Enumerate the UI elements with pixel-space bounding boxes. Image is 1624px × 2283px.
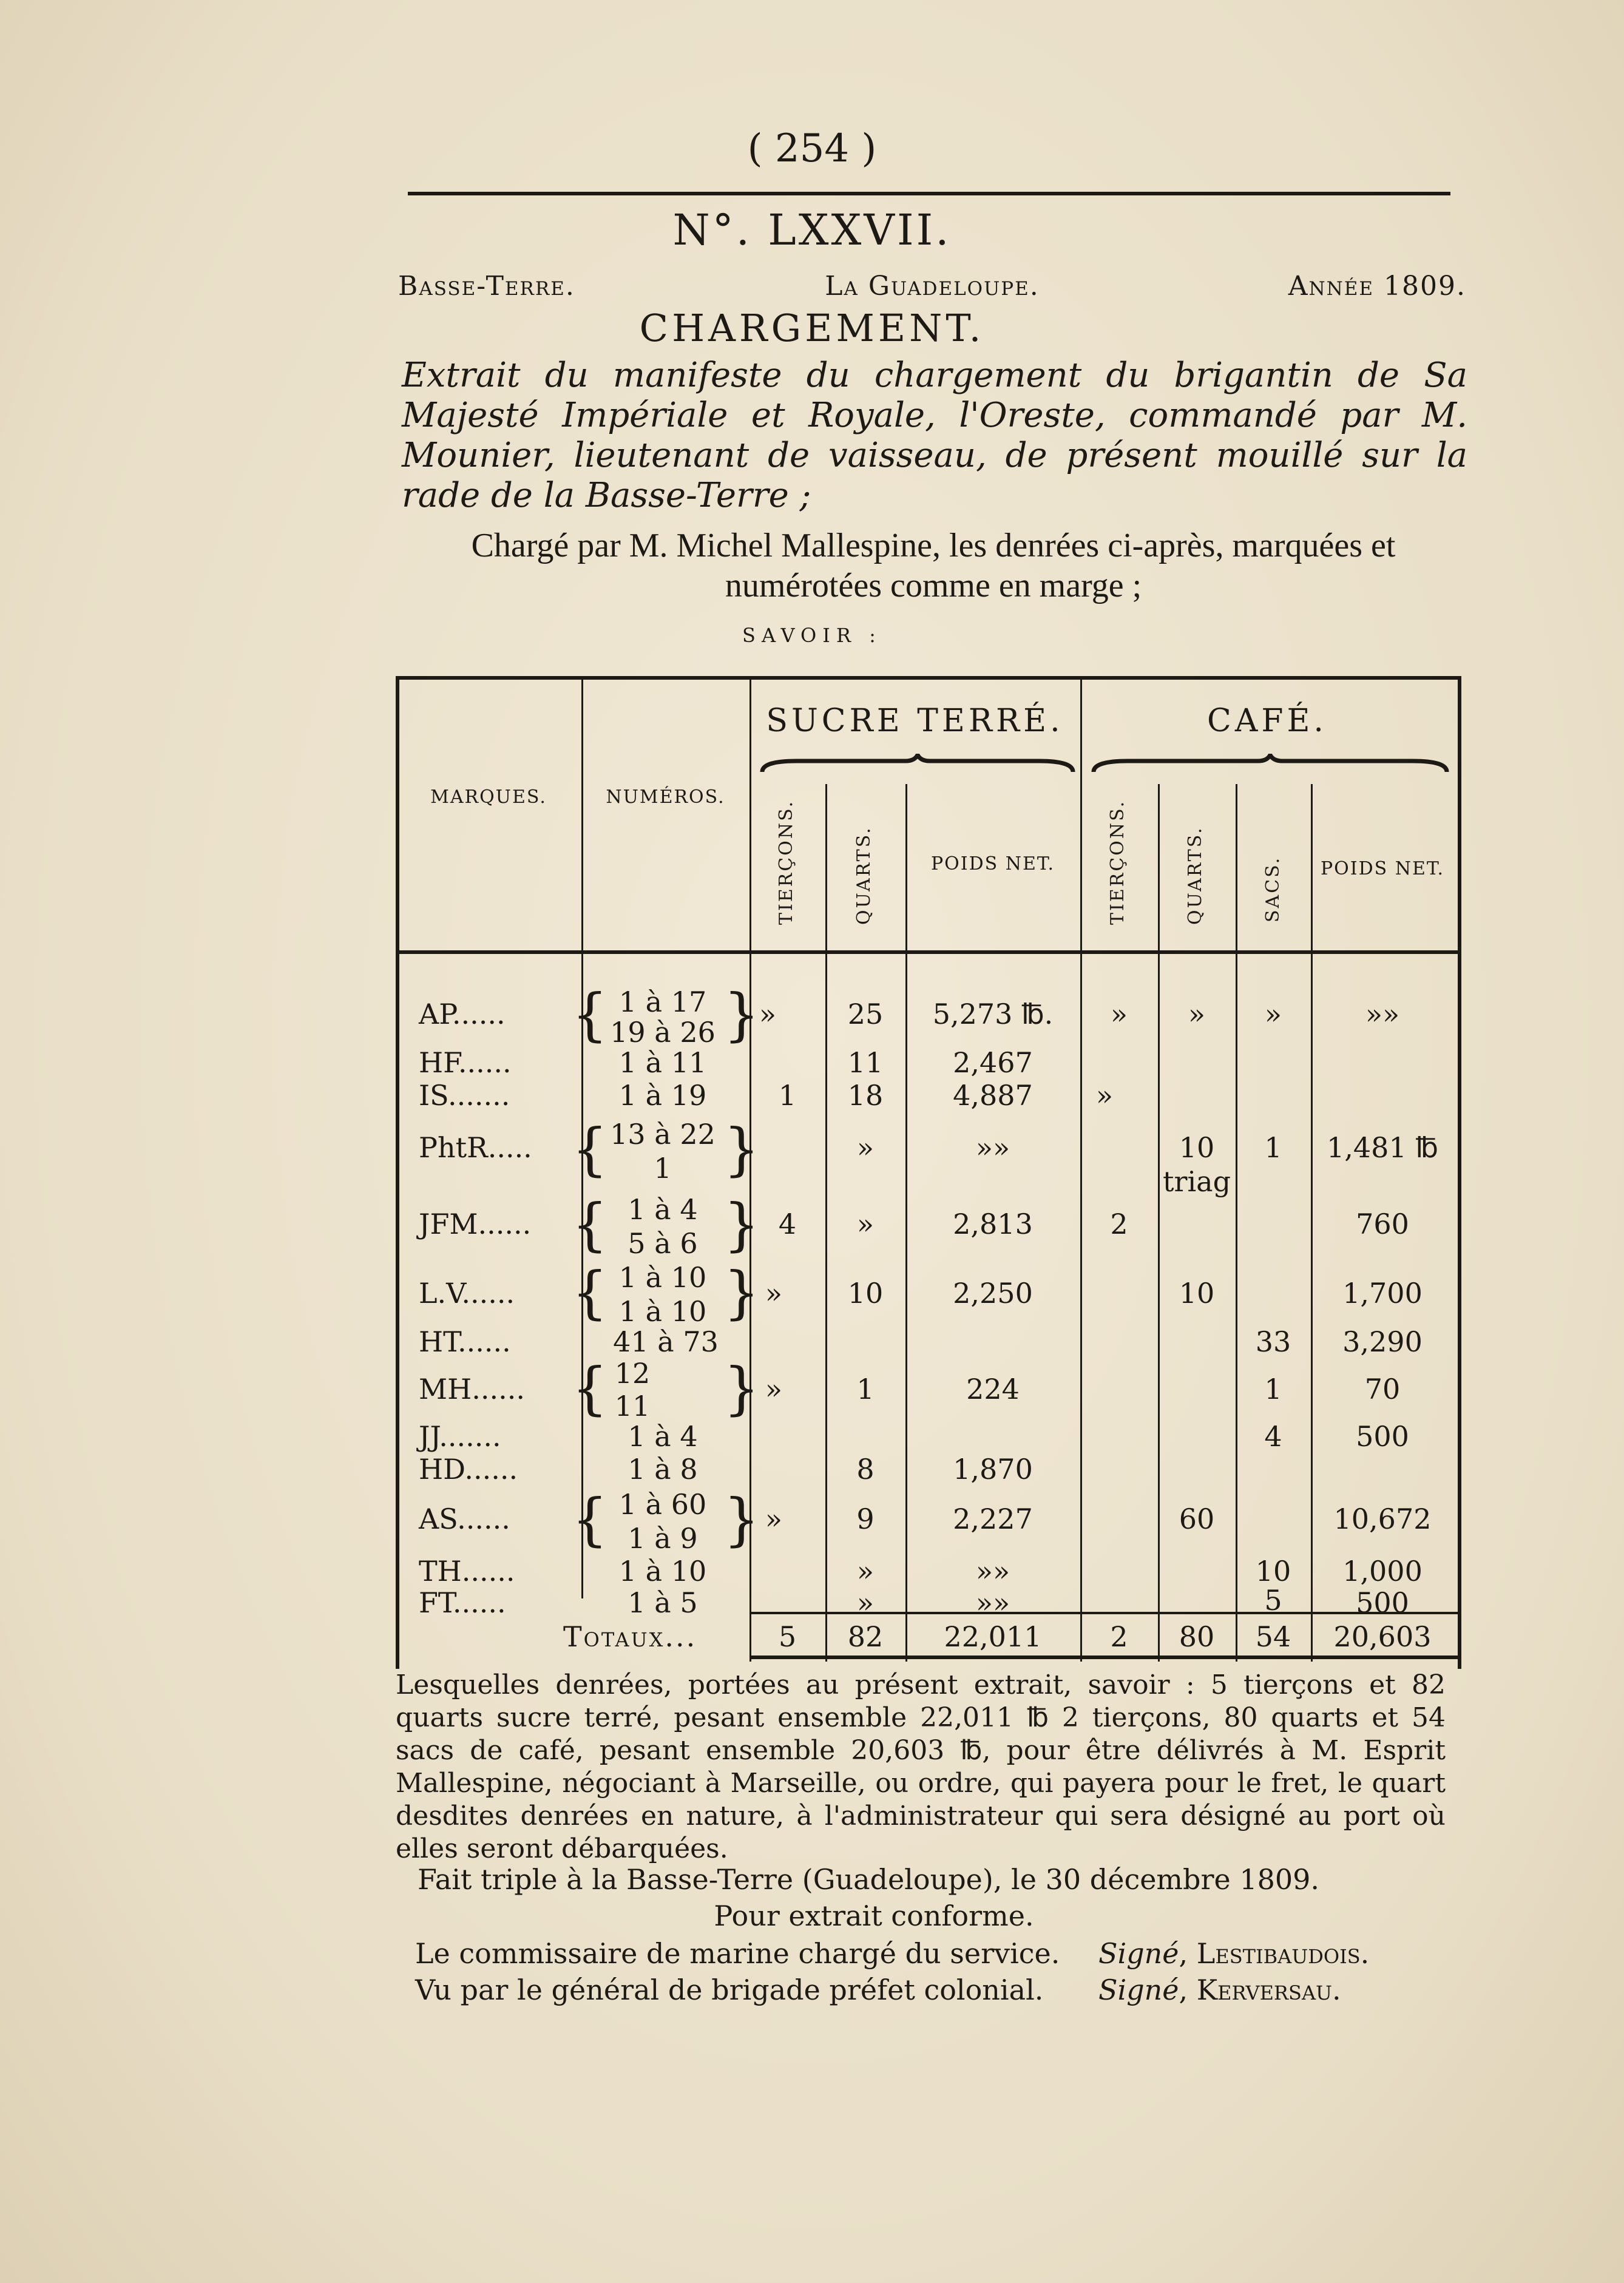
cell-cp: 1,481 ℔ bbox=[1327, 1131, 1438, 1164]
cell-cp: 70 bbox=[1364, 1373, 1401, 1405]
cell-cp: 500 bbox=[1356, 1586, 1409, 1619]
sig1-signe: Signé bbox=[1098, 1937, 1179, 1970]
row-num: 1 à 5 bbox=[628, 1586, 698, 1619]
row-num: 12 bbox=[614, 1357, 651, 1390]
cell-sq: 1 bbox=[856, 1373, 875, 1405]
brace-left: { bbox=[572, 1260, 608, 1326]
cell-sp: »» bbox=[975, 1555, 1010, 1588]
cell-sq: 8 bbox=[856, 1453, 875, 1486]
cargo-table bbox=[396, 676, 1454, 1664]
brace-right: } bbox=[723, 1487, 760, 1553]
charge-paragraph: Chargé par M. Michel Mallespine, les denrées ci-après, marquées et numérotées comme en marge ; bbox=[471, 527, 1396, 604]
row-num: 1 à 10 bbox=[618, 1555, 707, 1588]
place-left: Basse-Terre. bbox=[398, 271, 575, 302]
row-mark: TH...... bbox=[419, 1555, 515, 1588]
row-mark: L.V...... bbox=[419, 1277, 515, 1310]
row-mark: PhtR..... bbox=[419, 1131, 532, 1164]
cell-st: » bbox=[765, 1277, 783, 1310]
savoir-label: SAVOIR : bbox=[742, 624, 882, 647]
cafe-brace-svg bbox=[1091, 754, 1449, 778]
sig1-left: Le commissaire de marine chargé du service. bbox=[415, 1937, 1060, 1970]
cell-sq: 9 bbox=[856, 1503, 875, 1535]
cell-sq: » bbox=[856, 1208, 875, 1240]
row-num: 1 à 60 bbox=[618, 1488, 707, 1521]
cell-cs: » bbox=[1264, 998, 1282, 1030]
cell-sp: »» bbox=[975, 1131, 1010, 1164]
cell-st: 1 bbox=[778, 1079, 797, 1112]
total-sp: 22,011 bbox=[944, 1620, 1042, 1653]
cell-cp: 3,290 bbox=[1342, 1325, 1423, 1358]
place-center: La Guadeloupe. bbox=[825, 271, 1040, 302]
cell-sq: » bbox=[856, 1555, 875, 1588]
row-num: 1 à 19 bbox=[618, 1079, 707, 1112]
cell-sq: 18 bbox=[847, 1079, 884, 1112]
cell-ct: » bbox=[1095, 1079, 1114, 1112]
cell-cp: 500 bbox=[1356, 1420, 1409, 1453]
cell-cs: 1 bbox=[1264, 1131, 1282, 1164]
cell-ct: » bbox=[1110, 998, 1128, 1030]
col-divider bbox=[1236, 784, 1237, 1662]
cell-sp: 4,887 bbox=[953, 1079, 1033, 1112]
row-mark: JJ....... bbox=[419, 1420, 501, 1453]
brace-right: } bbox=[723, 982, 760, 1048]
row-num: 1 bbox=[654, 1152, 672, 1185]
brace-right: } bbox=[723, 1260, 760, 1326]
row-num: 1 à 10 bbox=[618, 1261, 707, 1294]
row-num: 1 à 10 bbox=[618, 1295, 707, 1328]
total-cs: 54 bbox=[1255, 1620, 1291, 1653]
brace-left: { bbox=[572, 1192, 608, 1258]
cell-sq: 11 bbox=[847, 1046, 884, 1079]
row-num: 11 bbox=[614, 1390, 651, 1422]
cell-sq: » bbox=[856, 1131, 875, 1164]
pour-extrait: Pour extrait conforme. bbox=[714, 1899, 1034, 1932]
brace-right: } bbox=[723, 1192, 760, 1258]
row-mark: AP...... bbox=[419, 998, 506, 1030]
col-numeros: NUMÉROS. bbox=[606, 786, 725, 808]
bottom-rule bbox=[749, 1656, 1458, 1659]
sig2-name: Kerversau. bbox=[1196, 1974, 1341, 2006]
row-mark: FT...... bbox=[419, 1586, 506, 1619]
row-num: 5 à 6 bbox=[628, 1227, 698, 1260]
body-paragraph: Lesquelles denrées, portées au présent extrait, savoir : 5 tierçons et 82 quarts sucre terré, pesant ensemble 22,011 ℔ 2 tierçons, 80 quarts et 54 sacs de café, pesant ensemble 20,603 ℔, pour être délivrés à M. Esprit Mallespine, négociant à Marseille, ou ordre, qui payera pour le fret, le quart desdites denrées en nature, à l'administrateur qui sera désigné au port où elles seront débarquées. bbox=[396, 1669, 1446, 1864]
row-num: 1 à 8 bbox=[628, 1453, 698, 1486]
cell-cs: 5 bbox=[1264, 1584, 1282, 1617]
cell-sp: 224 bbox=[966, 1373, 1020, 1405]
cell-cq: 60 bbox=[1179, 1503, 1215, 1535]
cell-cp: 1,700 bbox=[1342, 1277, 1423, 1310]
cell-cq: 10 bbox=[1179, 1131, 1215, 1164]
cell-sp: 5,273 ℔. bbox=[932, 998, 1054, 1030]
total-st: 5 bbox=[778, 1620, 797, 1653]
col-marques: MARQUES. bbox=[430, 786, 547, 808]
header-rule bbox=[396, 950, 1458, 954]
brace-left: { bbox=[572, 982, 608, 1048]
cell-st: » bbox=[765, 1373, 783, 1405]
total-cq: 80 bbox=[1179, 1620, 1215, 1653]
total-cp: 20,603 bbox=[1333, 1620, 1432, 1653]
sig2-right: Signé, Kerversau. bbox=[1098, 1974, 1341, 2006]
row-num: 1 à 17 bbox=[618, 986, 707, 1018]
signature-line-1 bbox=[415, 1937, 1459, 1970]
col-quarts: QUARTS. bbox=[853, 826, 875, 925]
row-mark: HD...... bbox=[419, 1453, 518, 1486]
row-mark: HF...... bbox=[419, 1046, 512, 1079]
total-ct: 2 bbox=[1110, 1620, 1128, 1653]
row-mark: MH...... bbox=[419, 1373, 525, 1405]
sig1-name: Lestibaudois. bbox=[1196, 1937, 1370, 1970]
col-poids: POIDS NET. bbox=[930, 853, 1055, 874]
group-sucre: SUCRE TERRÉ. bbox=[766, 703, 1064, 739]
col-divider bbox=[1080, 676, 1082, 1662]
cell-st: » bbox=[765, 1503, 783, 1535]
row-num: 13 à 22 bbox=[610, 1118, 716, 1151]
cell-st: » bbox=[759, 998, 777, 1030]
cell-ct: 2 bbox=[1110, 1208, 1128, 1240]
cell-sp: 1,870 bbox=[953, 1453, 1033, 1486]
row-num: 1 à 9 bbox=[628, 1522, 698, 1555]
year: Année 1809. bbox=[1288, 271, 1466, 302]
col-cafe-quarts: QUARTS. bbox=[1185, 826, 1206, 925]
brace-left: { bbox=[572, 1117, 608, 1183]
cell-sq: 25 bbox=[847, 998, 884, 1030]
cell-sp: 2,250 bbox=[953, 1277, 1033, 1310]
brace-left: { bbox=[572, 1356, 608, 1422]
cell-cp: 760 bbox=[1356, 1208, 1409, 1240]
row-num: 1 à 4 bbox=[628, 1193, 698, 1226]
cell-cs: 1 bbox=[1264, 1373, 1282, 1405]
cell-cq: » bbox=[1188, 998, 1206, 1030]
row-num: 19 à 26 bbox=[610, 1016, 716, 1049]
extrait-paragraph: Extrait du manifeste du chargement du brigantin de Sa Majesté Impériale et Royale, l'Oreste, commandé par M. Mounier, lieutenant de vaisseau, de présent mouillé sur la rade de la Basse-Terre ; bbox=[402, 356, 1467, 515]
fait-line: Fait triple à la Basse-Terre (Guadeloupe), le 30 décembre 1809. bbox=[418, 1863, 1320, 1896]
col-sacs: SACS. bbox=[1262, 856, 1284, 922]
cell-cq: 10 bbox=[1179, 1277, 1215, 1310]
row-mark: IS....... bbox=[419, 1079, 510, 1112]
row-mark: JFM...... bbox=[419, 1208, 532, 1240]
cell-sp: 2,813 bbox=[953, 1208, 1033, 1240]
top-rule bbox=[408, 192, 1450, 195]
col-tiercons: TIERÇONS. bbox=[776, 799, 797, 925]
cell-cs: 33 bbox=[1255, 1325, 1291, 1358]
group-cafe: CAFÉ. bbox=[1207, 703, 1327, 739]
cell-cp: 1,000 bbox=[1342, 1555, 1423, 1588]
cell-cs: 4 bbox=[1264, 1420, 1282, 1453]
signature-line-2 bbox=[415, 1974, 1459, 2006]
row-mark: AS...... bbox=[419, 1503, 510, 1535]
cell-st: 4 bbox=[778, 1208, 797, 1240]
col-cafe-poids: POIDS NET. bbox=[1320, 858, 1445, 879]
cell-cp: »» bbox=[1365, 998, 1400, 1030]
col-cafe-tiercons: TIERÇONS. bbox=[1107, 799, 1128, 925]
brace-right: } bbox=[723, 1117, 760, 1183]
row-mark: HT...... bbox=[419, 1325, 511, 1358]
document-title: CHARGEMENT. bbox=[639, 306, 985, 350]
cell-sp: 2,467 bbox=[953, 1046, 1033, 1079]
document-number: N°. LXXVII. bbox=[672, 205, 952, 255]
cell-sq: 10 bbox=[847, 1277, 884, 1310]
row-num: 1 à 4 bbox=[628, 1420, 698, 1453]
cell-cp: 10,672 bbox=[1333, 1503, 1432, 1535]
sucre-brace-svg bbox=[760, 754, 1075, 778]
row-num: 41 à 73 bbox=[613, 1325, 719, 1358]
cell-sq: » bbox=[856, 1586, 875, 1619]
page-number: ( 254 ) bbox=[747, 126, 877, 171]
totals-label: Totaux... bbox=[563, 1620, 697, 1653]
sig2-left: Vu par le général de brigade préfet colonial. bbox=[415, 1974, 1044, 2006]
cell-sp: »» bbox=[975, 1586, 1010, 1619]
sig2-signe: Signé bbox=[1098, 1974, 1179, 2006]
sig1-right: Signé, Lestibaudois. bbox=[1098, 1937, 1370, 1970]
brace-right: } bbox=[723, 1356, 760, 1422]
cell-cs: 10 bbox=[1255, 1555, 1291, 1588]
total-sq: 82 bbox=[847, 1620, 884, 1653]
row-num: 1 à 11 bbox=[618, 1046, 707, 1079]
brace-left: { bbox=[572, 1487, 608, 1553]
cell-sp: 2,227 bbox=[953, 1503, 1033, 1535]
cell-cq-note: triag bbox=[1162, 1165, 1231, 1198]
